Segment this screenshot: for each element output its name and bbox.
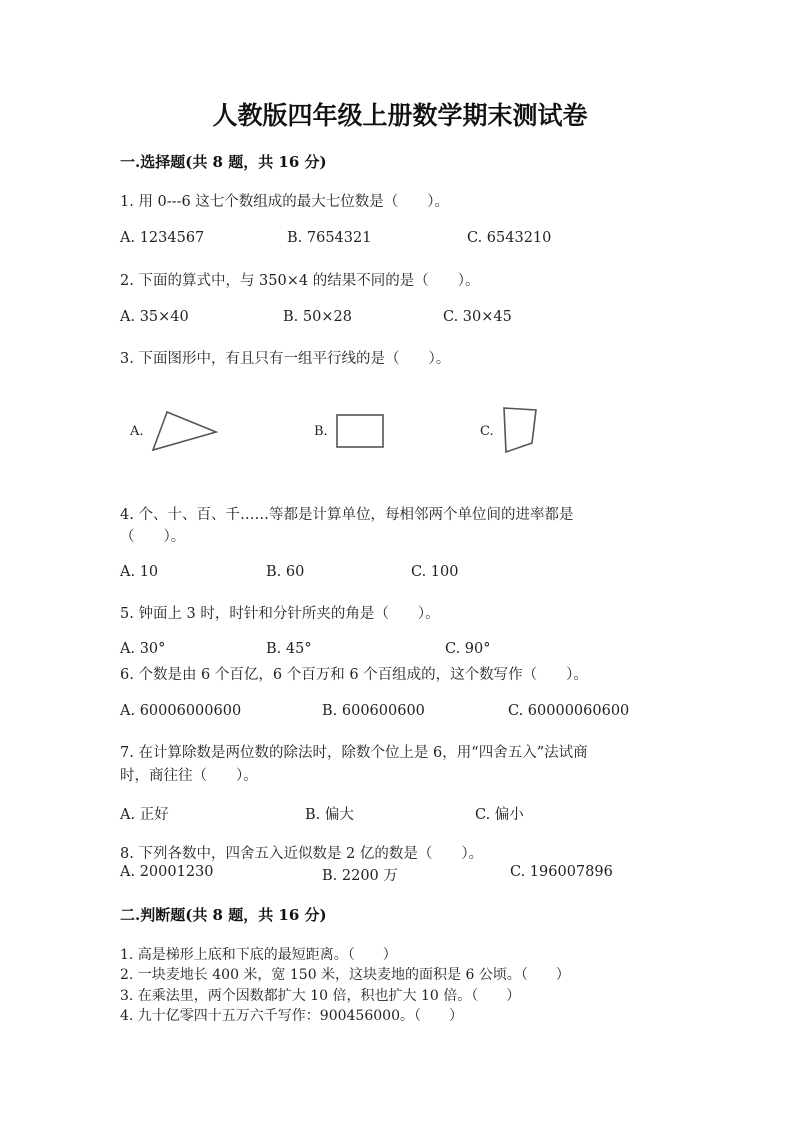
question-1-option-a: A. 1234567 [120, 230, 205, 246]
question-7-option-a: A. 正好 [120, 807, 169, 823]
question-3-option-b: B. [314, 424, 328, 439]
question-2-option-a: A. 35×40 [120, 309, 189, 325]
question-4-option-a: A. 10 [120, 564, 159, 580]
question-6-option-b: B. 600600600 [322, 703, 425, 719]
question-3-option-a: A. [130, 424, 144, 439]
question-5-option-b: B. 45° [266, 641, 312, 657]
question-8-option-b: B. 2200 万 [322, 868, 398, 884]
judgement-item-1: 1. 高是梯形上底和下底的最短距离。（ ） [120, 947, 397, 963]
judgement-item-2: 2. 一块麦地长 400 米，宽 150 米，这块麦地的面积是 6 公顷。（ ） [120, 967, 570, 983]
question-6-stem: 6. 个数是由 6 个百亿，6 个百万和 6 个百组成的，这个数写作（ ）。 [120, 667, 588, 683]
question-4-option-c: C. 100 [411, 564, 459, 580]
question-2-stem: 2. 下面的算式中，与 350×4 的结果不同的是（ ）。 [120, 273, 480, 289]
question-2-option-b: B. 50×28 [283, 309, 352, 325]
section-header-judgement: 二.判断题(共 8 题，共 16 分) [120, 906, 327, 924]
question-4-stem-continued: （ ）。 [120, 529, 186, 545]
question-4-stem: 4. 个、十、百、千……等都是计算单位，每相邻两个单位间的进率都是 [120, 507, 574, 523]
quadrilateral-figure-a [145, 405, 225, 455]
question-8-stem: 8. 下列各数中，四舍五入近似数是 2 亿的数是（ ）。 [120, 846, 484, 862]
judgement-item-4: 4. 九十亿零四十五万六千写作：900456000。（ ） [120, 1008, 463, 1024]
question-7-option-b: B. 偏大 [305, 807, 354, 823]
question-1-option-b: B. 7654321 [287, 230, 372, 246]
question-7-stem-continued: 时，商往往（ ）。 [120, 768, 258, 784]
question-1-stem: 1. 用 0---6 这七个数组成的最大七位数是（ ）。 [120, 194, 450, 210]
question-1-option-c: C. 6543210 [467, 230, 552, 246]
question-8-option-a: A. 20001230 [120, 864, 214, 880]
question-7-option-c: C. 偏小 [475, 807, 524, 823]
question-5-stem: 5. 钟面上 3 时，时针和分针所夹的角是（ ）。 [120, 606, 440, 622]
question-6-option-a: A. 60006000600 [120, 703, 242, 719]
question-5-option-c: C. 90° [445, 641, 491, 657]
question-2-option-c: C. 30×45 [443, 309, 512, 325]
question-6-option-c: C. 60000060600 [508, 703, 630, 719]
question-8-option-c: C. 196007896 [510, 864, 613, 880]
trapezoid-figure-c [495, 402, 545, 457]
judgement-item-3: 3. 在乘法里，两个因数都扩大 10 倍，积也扩大 10 倍。（ ） [120, 988, 521, 1004]
question-7-stem: 7. 在计算除数是两位数的除法时，除数个位上是 6，用“四舍五入”法试商 [120, 745, 588, 761]
section-header-choice: 一.选择题(共 8 题，共 16 分) [120, 153, 327, 171]
question-4-option-b: B. 60 [266, 564, 305, 580]
question-3-stem: 3. 下面图形中，有且只有一组平行线的是（ ）。 [120, 351, 451, 367]
question-3-option-c: C. [480, 424, 494, 439]
rectangle-figure-b [330, 410, 390, 450]
question-5-option-a: A. 30° [120, 641, 166, 657]
page-title: 人教版四年级上册数学期末测试卷 [212, 101, 588, 130]
